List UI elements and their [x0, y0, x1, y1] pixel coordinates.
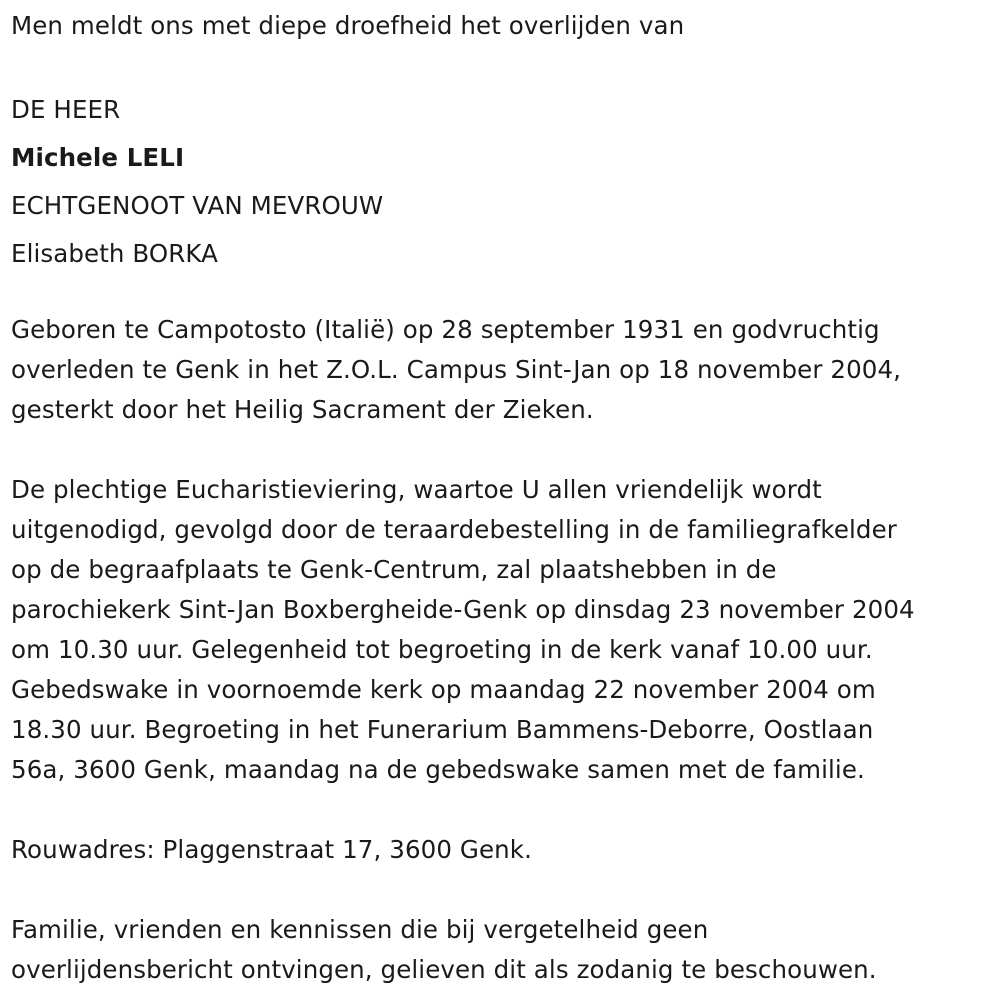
obituary-notice: [11, 6, 991, 990]
paragraph-line: overlijdensbericht ontvingen, gelieven dit als zodanig te beschouwen.: [11, 955, 877, 984]
spacer: [11, 278, 991, 310]
paragraph-line: om 10.30 uur. Gelegenheid tot begroeting in de kerk vanaf 10.00 uur.: [11, 635, 873, 664]
title-prefix: DE HEER: [11, 95, 121, 124]
spouse-label: ECHTGENOOT VAN MEVROUW: [11, 191, 384, 220]
service-paragraph: [11, 470, 991, 790]
intro-text: Men meldt ons met diepe droefheid het overlijden van: [11, 11, 685, 40]
name-block: [11, 86, 991, 278]
paragraph-line: overleden te Genk in het Z.O.L. Campus Sint-Jan op 18 november 2004,: [11, 355, 902, 384]
closing-paragraph: [11, 910, 991, 990]
paragraph-line: De plechtige Eucharistieviering, waartoe U allen vriendelijk wordt: [11, 475, 822, 504]
mourning-address: Rouwadres: Plaggenstraat 17, 3600 Genk.: [11, 835, 532, 864]
birth-paragraph: [11, 310, 991, 430]
paragraph-line: op de begraafplaats te Genk-Centrum, zal plaatshebben in de: [11, 555, 777, 584]
paragraph-line: uitgenodigd, gevolgd door de teraardebestelling in de familiegrafkelder: [11, 515, 897, 544]
paragraph-line: gesterkt door het Heilig Sacrament der Zieken.: [11, 395, 594, 424]
spacer: [11, 430, 991, 470]
spacer: [11, 870, 991, 910]
paragraph-line: 18.30 uur. Begroeting in het Funerarium Bammens-Deborre, Oostlaan: [11, 715, 874, 744]
paragraph-line: Gebedswake in voornoemde kerk op maandag 22 november 2004 om: [11, 675, 876, 704]
spacer: [11, 46, 991, 86]
deceased-name: Michele LELI: [11, 143, 185, 172]
paragraph-line: Familie, vrienden en kennissen die bij vergetelheid geen: [11, 915, 709, 944]
spacer: [11, 790, 991, 830]
paragraph-line: 56a, 3600 Genk, maandag na de gebedswake samen met de familie.: [11, 755, 865, 784]
paragraph-line: parochiekerk Sint-Jan Boxbergheide-Genk op dinsdag 23 november 2004: [11, 595, 915, 624]
paragraph-line: Geboren te Campotosto (Italië) op 28 september 1931 en godvruchtig: [11, 315, 880, 344]
spouse-name: Elisabeth BORKA: [11, 239, 218, 268]
